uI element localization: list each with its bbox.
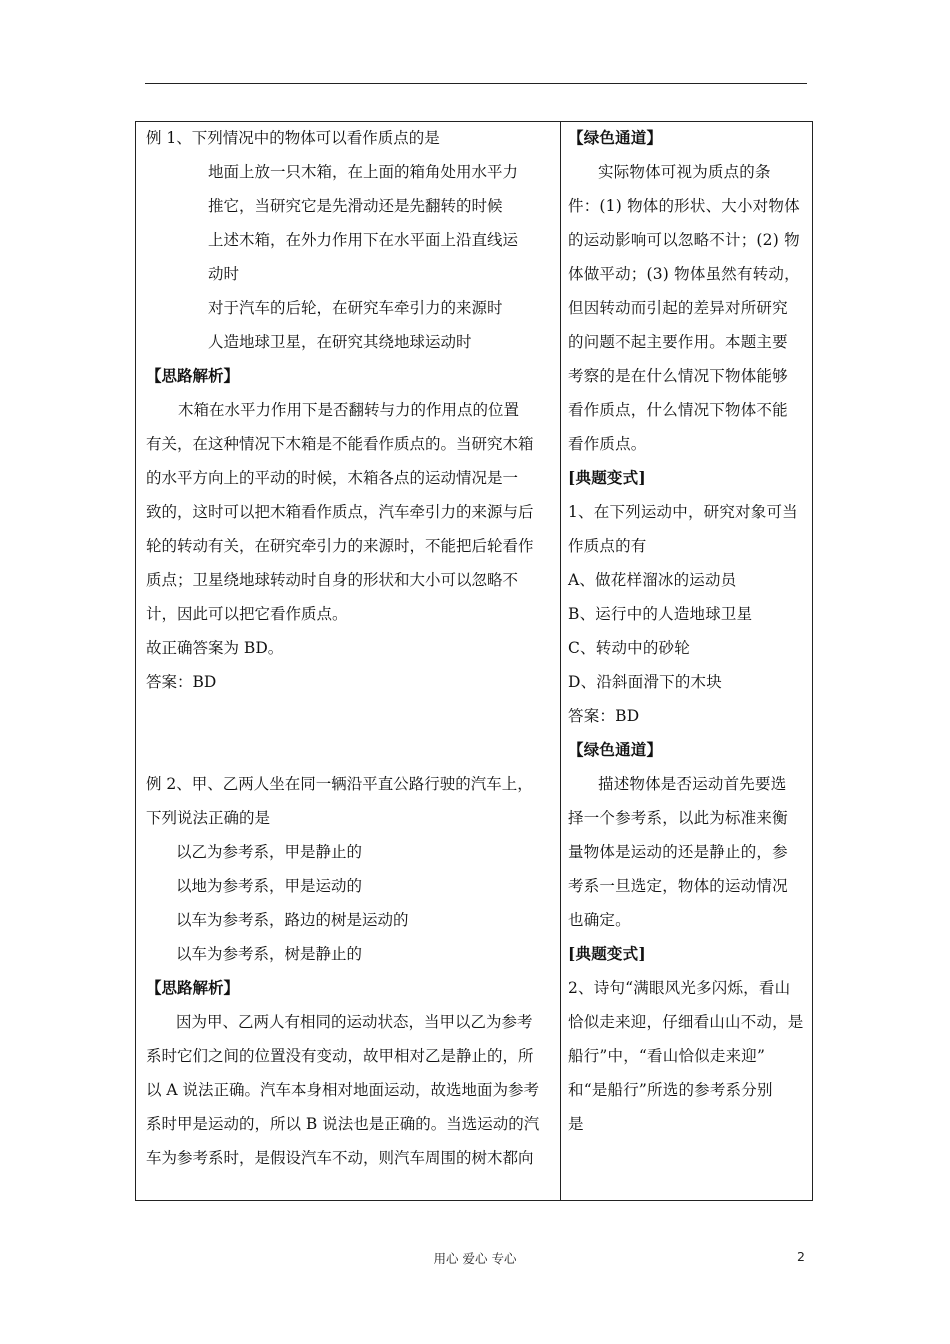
example2-option-c: 以车为参考系，路边的树是运动的 — [176, 911, 409, 929]
green-channel-title: 【绿色通道】 — [568, 128, 663, 147]
example1-analysis-line: 木箱在水平力作用下是否翻转与力的作用点的位置 — [178, 401, 520, 419]
example1-option-b-line1: 上述木箱，在外力作用下在水平面上沿直线运 — [208, 231, 519, 249]
green-channel-line: 择一个参考系，以此为标准来衡 — [568, 809, 788, 827]
variant-title: [典题变式] — [568, 944, 646, 963]
green-channel-line: 考系一旦选定，物体的运动情况 — [568, 877, 788, 895]
variant1-question-line1: 1、在下列运动中，研究对象可当 — [568, 503, 798, 521]
example1-option-a-line2: 推它，当研究它是先滑动还是先翻转的时候 — [208, 197, 503, 215]
example1-analysis-line: 的水平方向上的平动的时候，木箱各点的运动情况是一 — [146, 469, 519, 487]
example2-analysis-title: 【思路解析】 — [146, 978, 240, 997]
example2-option-a: 以乙为参考系，甲是静止的 — [176, 843, 363, 861]
variant1-answer: 答案：BD — [568, 707, 640, 725]
variant-title: [典题变式] — [568, 468, 646, 487]
example1-option-c: 对于汽车的后轮，在研究车牵引力的来源时 — [208, 299, 503, 317]
example2-option-b: 以地为参考系，甲是运动的 — [176, 877, 363, 895]
example2-analysis-line: 系时甲是运动的，所以 B 说法也是正确的。当选运动的汽 — [146, 1115, 540, 1133]
example1-analysis-title: 【思路解析】 — [146, 366, 240, 385]
column-divider — [560, 122, 561, 1200]
green-channel-line: 看作质点，什么情况下物体不能 — [568, 401, 788, 419]
example2-option-d: 以车为参考系，树是静止的 — [176, 945, 363, 963]
example1-analysis-line: 致的，这时可以把木箱看作质点，汽车牵引力的来源与后 — [146, 503, 534, 521]
example2-analysis-line: 车为参考系时，是假设汽车不动，则汽车周围的树木都向 — [146, 1149, 534, 1167]
example2-analysis-line: 因为甲、乙两人有相同的运动状态，当甲以乙为参考 — [176, 1013, 533, 1031]
green-channel-line: 考察的是在什么情况下物体能够 — [568, 367, 788, 385]
green-channel-line: 看作质点。 — [568, 435, 647, 453]
green-channel-line: 体做平动；(3) 物体虽然有转动， — [568, 265, 800, 283]
green-channel-title: 【绿色通道】 — [568, 740, 663, 759]
example1-analysis-line: 计，因此可以把它看作质点。 — [146, 605, 348, 623]
green-channel-line: 实际物体可视为质点的条 — [598, 163, 771, 181]
example1-option-b-line2: 动时 — [208, 265, 240, 283]
green-channel-line: 也确定。 — [568, 911, 631, 929]
example1-analysis-line: 有关，在这种情况下木箱是不能看作质点的。当研究木箱 — [146, 435, 534, 453]
example1-option-d: 人造地球卫星，在研究其绕地球运动时 — [208, 333, 472, 351]
example1-option-a-line1: 地面上放一只木箱，在上面的箱角处用水平力 — [208, 163, 519, 181]
example2-question-line2: 下列说法正确的是 — [146, 809, 271, 827]
variant2-line: 和“是船行”所选的参考系分别 — [568, 1081, 773, 1099]
example1-conclusion: 故正确答案为 BD。 — [146, 639, 284, 657]
example2-analysis-line: 以 A 说法正确。汽车本身相对地面运动，故选地面为参考 — [146, 1081, 540, 1099]
variant1-option: C、转动中的砂轮 — [568, 639, 690, 657]
green-channel-line: 但因转动而引起的差异对所研究 — [568, 299, 788, 317]
variant2-line: 恰似走来迎，仔细看山山不动，是 — [568, 1013, 804, 1031]
example2-question-line1: 例 2、甲、乙两人坐在同一辆沿平直公路行驶的汽车上， — [146, 775, 533, 793]
variant1-question-line2: 作质点的有 — [568, 537, 647, 555]
green-channel-line: 量物体是运动的还是静止的，参 — [568, 843, 788, 861]
green-channel-line: 描述物体是否运动首先要选 — [598, 775, 787, 793]
example1-analysis-line: 轮的转动有关，在研究牵引力的来源时，不能把后轮看作 — [146, 537, 534, 555]
green-channel-line: 件：(1) 物体的形状、大小对物体 — [568, 197, 800, 215]
variant2-line: 船行”中，“看山恰似走来迎” — [568, 1047, 766, 1065]
green-channel-line: 的运动影响可以忽略不计；(2) 物 — [568, 231, 800, 249]
example2-analysis-line: 系时它们之间的位置没有变动，故甲相对乙是静止的，所 — [146, 1047, 534, 1065]
page-number: 2 — [797, 1249, 805, 1264]
variant2-line: 2、诗句“满眼风光多闪烁，看山 — [568, 979, 791, 997]
header-rule — [145, 83, 807, 84]
variant2-line: 是 — [568, 1115, 584, 1133]
example1-answer: 答案：BD — [146, 673, 217, 691]
variant1-option: A、做花样溜冰的运动员 — [568, 571, 737, 589]
footer-text: 用心 爱心 专心 — [433, 1251, 517, 1266]
green-channel-line: 的问题不起主要作用。本题主要 — [568, 333, 788, 351]
content-table — [135, 121, 813, 1201]
example1-question: 例 1、下列情况中的物体可以看作质点的是 — [146, 129, 440, 147]
example1-analysis-line: 质点；卫星绕地球转动时自身的形状和大小可以忽略不 — [146, 571, 519, 589]
variant1-option: B、运行中的人造地球卫星 — [568, 605, 753, 623]
variant1-option: D、沿斜面滑下的木块 — [568, 673, 722, 691]
